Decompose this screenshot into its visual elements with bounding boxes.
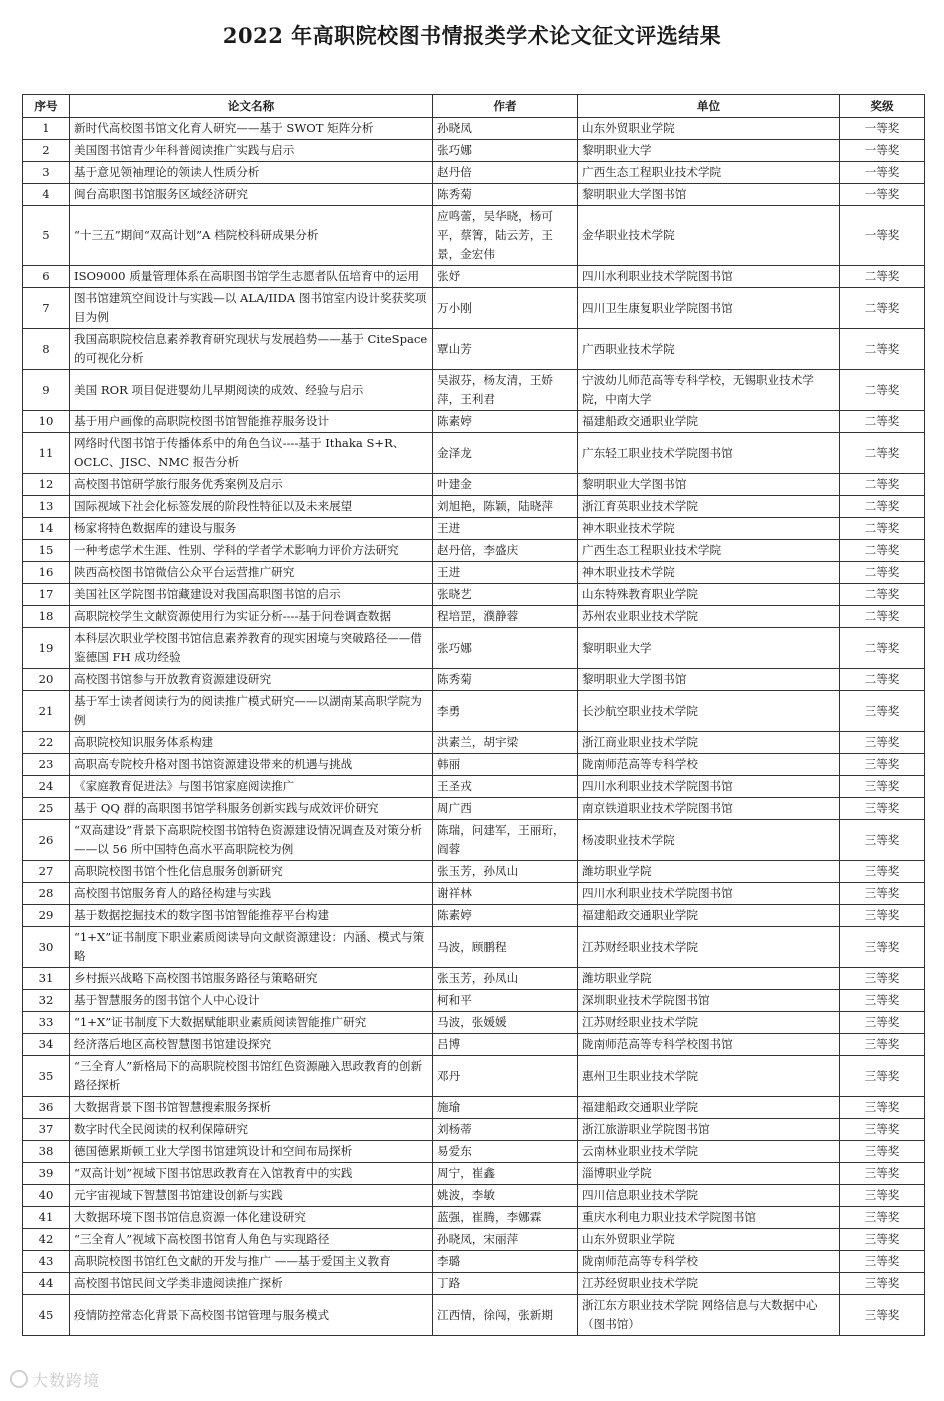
author: 张巧娜 xyxy=(433,628,578,669)
watermark-text: 大数跨境 xyxy=(32,1371,101,1390)
row-number: 27 xyxy=(23,861,70,883)
paper-title: 《家庭教育促进法》与图书馆家庭阅读推广 xyxy=(70,776,433,798)
author: 赵丹倍，李盛庆 xyxy=(433,540,578,562)
header-award: 奖级 xyxy=(840,95,925,118)
unit: 浙江商业职业技术学院 xyxy=(578,732,840,754)
author: 吴淑芬，杨友清，王娇萍，王利君 xyxy=(433,370,578,411)
paper-title: 网络时代图书馆于传播体系中的角色刍议----基于 Ithaka S+R、OCLC、JISC、NMC 报告分析 xyxy=(70,433,433,474)
paper-title: 基于 QQ 群的高职图书馆学科服务创新实践与成效评价研究 xyxy=(70,798,433,820)
author: 王圣戎 xyxy=(433,776,578,798)
table-row xyxy=(23,1207,925,1229)
award-level: 三等奖 xyxy=(840,754,925,776)
award-level: 二等奖 xyxy=(840,562,925,584)
award-level: 三等奖 xyxy=(840,1034,925,1056)
table-row xyxy=(23,288,925,329)
award-level: 二等奖 xyxy=(840,370,925,411)
table-row xyxy=(23,1119,925,1141)
table-row xyxy=(23,1295,925,1336)
row-number: 35 xyxy=(23,1056,70,1097)
award-level: 三等奖 xyxy=(840,1056,925,1097)
paper-title: 杨家将特色数据库的建设与服务 xyxy=(70,518,433,540)
award-level: 一等奖 xyxy=(840,184,925,206)
row-number: 39 xyxy=(23,1163,70,1185)
row-number: 3 xyxy=(23,162,70,184)
unit: 杨凌职业技术学院 xyxy=(578,820,840,861)
table-row xyxy=(23,754,925,776)
award-level: 一等奖 xyxy=(840,140,925,162)
author: 应鸣蕾，吴华晓，杨可平，蔡箐，陆云芳，王景，金宏伟 xyxy=(433,206,578,266)
row-number: 15 xyxy=(23,540,70,562)
unit: 四川水利职业技术学院图书馆 xyxy=(578,776,840,798)
table-row xyxy=(23,732,925,754)
header-paper-title: 论文名称 xyxy=(70,95,433,118)
table-row xyxy=(23,496,925,518)
unit: 黎明职业大学图书馆 xyxy=(578,669,840,691)
unit: 潍坊职业学院 xyxy=(578,968,840,990)
paper-title: 高校图书馆民间文学类非遗阅读推广探析 xyxy=(70,1273,433,1295)
paper-title: 高校图书馆服务育人的路径构建与实践 xyxy=(70,883,433,905)
row-number: 11 xyxy=(23,433,70,474)
unit: 重庆水利电力职业技术学院图书馆 xyxy=(578,1207,840,1229)
author: 赵丹倍 xyxy=(433,162,578,184)
award-level: 三等奖 xyxy=(840,883,925,905)
table-row xyxy=(23,628,925,669)
author: 丁路 xyxy=(433,1273,578,1295)
row-number: 25 xyxy=(23,798,70,820)
unit: 四川卫生康复职业学院图书馆 xyxy=(578,288,840,329)
award-level: 三等奖 xyxy=(840,1207,925,1229)
author: 李璐 xyxy=(433,1251,578,1273)
row-number: 22 xyxy=(23,732,70,754)
author: 陈素婷 xyxy=(433,905,578,927)
paper-title: 大数据环境下图书馆信息资源一体化建设研究 xyxy=(70,1207,433,1229)
table-row xyxy=(23,990,925,1012)
row-number: 18 xyxy=(23,606,70,628)
row-number: 44 xyxy=(23,1273,70,1295)
paper-title: 闽台高职图书馆服务区域经济研究 xyxy=(70,184,433,206)
unit: 神木职业技术学院 xyxy=(578,518,840,540)
author: 姚波，李敏 xyxy=(433,1185,578,1207)
table-row xyxy=(23,606,925,628)
unit: 福建船政交通职业学院 xyxy=(578,905,840,927)
author: 蓝强，崔腾，李娜霖 xyxy=(433,1207,578,1229)
author: 洪素兰，胡宇梁 xyxy=(433,732,578,754)
unit: 黎明职业大学 xyxy=(578,628,840,669)
table-row xyxy=(23,861,925,883)
table-row xyxy=(23,370,925,411)
award-level: 三等奖 xyxy=(840,1295,925,1336)
author: 李勇 xyxy=(433,691,578,732)
row-number: 7 xyxy=(23,288,70,329)
paper-title: “三全育人”视域下高校图书馆育人角色与实现路径 xyxy=(70,1229,433,1251)
row-number: 12 xyxy=(23,474,70,496)
paper-title: 高校图书馆研学旅行服务优秀案例及启示 xyxy=(70,474,433,496)
award-level: 二等奖 xyxy=(840,606,925,628)
unit: 深圳职业技术学院图书馆 xyxy=(578,990,840,1012)
award-level: 二等奖 xyxy=(840,329,925,370)
author: 陈秀菊 xyxy=(433,184,578,206)
unit: 淄博职业学院 xyxy=(578,1163,840,1185)
table-row xyxy=(23,474,925,496)
paper-title: “十三五”期间“双高计划”A 档院校科研成果分析 xyxy=(70,206,433,266)
table-row xyxy=(23,433,925,474)
author: 刘杨蒂 xyxy=(433,1119,578,1141)
paper-title: 基于数据挖掘技术的数字图书馆智能推荐平台构建 xyxy=(70,905,433,927)
author: 陈素婷 xyxy=(433,411,578,433)
row-number: 33 xyxy=(23,1012,70,1034)
paper-title: 元宇宙视域下智慧图书馆建设创新与实践 xyxy=(70,1185,433,1207)
row-number: 5 xyxy=(23,206,70,266)
unit: 浙江旅游职业学院图书馆 xyxy=(578,1119,840,1141)
unit: 福建船政交通职业学院 xyxy=(578,1097,840,1119)
unit: 江苏财经职业技术学院 xyxy=(578,927,840,968)
paper-title: 乡村振兴战略下高校图书馆服务路径与策略研究 xyxy=(70,968,433,990)
unit: 四川水利职业技术学院图书馆 xyxy=(578,883,840,905)
table-row xyxy=(23,206,925,266)
unit: 山东特殊教育职业学院 xyxy=(578,584,840,606)
table-row xyxy=(23,1012,925,1034)
paper-title: 疫情防控常态化背景下高校图书馆管理与服务模式 xyxy=(70,1295,433,1336)
unit: 山东外贸职业学院 xyxy=(578,118,840,140)
unit: 山东外贸职业学院 xyxy=(578,1229,840,1251)
document-title: 2022 年高职院校图书情报类学术论文征文评选结果 xyxy=(222,23,722,48)
author: 王进 xyxy=(433,562,578,584)
author: 刘旭艳，陈颖，陆晓萍 xyxy=(433,496,578,518)
row-number: 14 xyxy=(23,518,70,540)
unit: 广西职业技术学院 xyxy=(578,329,840,370)
author: 张妤 xyxy=(433,266,578,288)
paper-title: 美国图书馆青少年科普阅读推广实践与启示 xyxy=(70,140,433,162)
table-row xyxy=(23,820,925,861)
table-row xyxy=(23,118,925,140)
paper-title: 我国高职院校信息素养教育研究现状与发展趋势——基于 CiteSpace 的可视化分析 xyxy=(70,329,433,370)
table-row xyxy=(23,329,925,370)
paper-title: 高职高专院校升格对图书馆资源建设带来的机遇与挑战 xyxy=(70,754,433,776)
author: 韩丽 xyxy=(433,754,578,776)
unit: 黎明职业大学图书馆 xyxy=(578,184,840,206)
award-level: 一等奖 xyxy=(840,162,925,184)
header-unit: 单位 xyxy=(578,95,840,118)
award-level: 二等奖 xyxy=(840,266,925,288)
unit: 浙江育英职业技术学院 xyxy=(578,496,840,518)
author: 马波，张媛媛 xyxy=(433,1012,578,1034)
results-table xyxy=(22,94,925,1336)
row-number: 24 xyxy=(23,776,70,798)
author: 叶建金 xyxy=(433,474,578,496)
table-row xyxy=(23,184,925,206)
unit: 潍坊职业学院 xyxy=(578,861,840,883)
award-level: 三等奖 xyxy=(840,1012,925,1034)
paper-title: 美国社区学院图书馆藏建设对我国高职图书馆的启示 xyxy=(70,584,433,606)
row-number: 8 xyxy=(23,329,70,370)
paper-title: 大数据背景下图书馆智慧搜索服务探析 xyxy=(70,1097,433,1119)
author: 陈秀菊 xyxy=(433,669,578,691)
row-number: 32 xyxy=(23,990,70,1012)
author: 张巧娜 xyxy=(433,140,578,162)
author: 张玉芳，孙凤山 xyxy=(433,861,578,883)
row-number: 1 xyxy=(23,118,70,140)
row-number: 28 xyxy=(23,883,70,905)
author: 易爱东 xyxy=(433,1141,578,1163)
table-row xyxy=(23,883,925,905)
watermark-logo-icon xyxy=(10,1370,28,1388)
row-number: 21 xyxy=(23,691,70,732)
unit: 宁波幼儿师范高等专科学校，无锡职业技术学院，中南大学 xyxy=(578,370,840,411)
row-number: 2 xyxy=(23,140,70,162)
award-level: 三等奖 xyxy=(840,990,925,1012)
award-level: 三等奖 xyxy=(840,861,925,883)
award-level: 三等奖 xyxy=(840,1097,925,1119)
unit: 黎明职业大学 xyxy=(578,140,840,162)
table-row xyxy=(23,1185,925,1207)
table-row xyxy=(23,1251,925,1273)
paper-title: 高职院校图书馆个性化信息服务创新研究 xyxy=(70,861,433,883)
author: 陈瑞，问建军，王丽珩，阎蓉 xyxy=(433,820,578,861)
award-level: 二等奖 xyxy=(840,433,925,474)
award-level: 一等奖 xyxy=(840,118,925,140)
award-level: 二等奖 xyxy=(840,584,925,606)
table-row xyxy=(23,1034,925,1056)
table-row xyxy=(23,518,925,540)
unit: 陇南师范高等专科学校 xyxy=(578,754,840,776)
author: 张晓艺 xyxy=(433,584,578,606)
unit: 南京铁道职业技术学院图书馆 xyxy=(578,798,840,820)
unit: 浙江东方职业技术学院 网络信息与大数据中心（图书馆） xyxy=(578,1295,840,1336)
author: 谢祥林 xyxy=(433,883,578,905)
author: 程培罡，濮静蓉 xyxy=(433,606,578,628)
row-number: 23 xyxy=(23,754,70,776)
award-level: 三等奖 xyxy=(840,1163,925,1185)
row-number: 17 xyxy=(23,584,70,606)
paper-title: 一种考虑学术生涯、性别、学科的学者学术影响力评价方法研究 xyxy=(70,540,433,562)
table-row xyxy=(23,540,925,562)
row-number: 20 xyxy=(23,669,70,691)
paper-title: 高校图书馆参与开放教育资源建设研究 xyxy=(70,669,433,691)
unit: 广东轻工职业技术学院图书馆 xyxy=(578,433,840,474)
unit: 惠州卫生职业技术学院 xyxy=(578,1056,840,1097)
unit: 江苏财经职业技术学院 xyxy=(578,1012,840,1034)
award-level: 三等奖 xyxy=(840,968,925,990)
award-level: 二等奖 xyxy=(840,496,925,518)
paper-title: 基于意见领袖理论的领读人性质分析 xyxy=(70,162,433,184)
table-row xyxy=(23,1229,925,1251)
row-number: 9 xyxy=(23,370,70,411)
row-number: 45 xyxy=(23,1295,70,1336)
award-level: 二等奖 xyxy=(840,518,925,540)
author: 覃山芳 xyxy=(433,329,578,370)
table-row xyxy=(23,1163,925,1185)
row-number: 34 xyxy=(23,1034,70,1056)
author: 邓丹 xyxy=(433,1056,578,1097)
paper-title: “1+X”证书制度下职业素质阅读导向文献资源建设：内涵、模式与策略 xyxy=(70,927,433,968)
row-number: 42 xyxy=(23,1229,70,1251)
award-level: 三等奖 xyxy=(840,927,925,968)
author: 王进 xyxy=(433,518,578,540)
unit: 广西生态工程职业技术学院 xyxy=(578,540,840,562)
unit: 四川水利职业技术学院图书馆 xyxy=(578,266,840,288)
paper-title: “双高计划”视域下图书馆思政教育在入馆教育中的实践 xyxy=(70,1163,433,1185)
unit: 云南林业职业技术学院 xyxy=(578,1141,840,1163)
author: 吕博 xyxy=(433,1034,578,1056)
table-row xyxy=(23,584,925,606)
award-level: 三等奖 xyxy=(840,820,925,861)
paper-title: 数字时代全民阅读的权利保障研究 xyxy=(70,1119,433,1141)
award-level: 二等奖 xyxy=(840,288,925,329)
author: 金泽龙 xyxy=(433,433,578,474)
unit: 广西生态工程职业技术学院 xyxy=(578,162,840,184)
author: 江西情，徐闯，张新期 xyxy=(433,1295,578,1336)
watermark xyxy=(10,1368,100,1391)
unit: 江苏经贸职业技术学院 xyxy=(578,1273,840,1295)
unit: 四川信息职业技术学院 xyxy=(578,1185,840,1207)
paper-title: ISO9000 质量管理体系在高职图书馆学生志愿者队伍培育中的运用 xyxy=(70,266,433,288)
award-level: 三等奖 xyxy=(840,1185,925,1207)
table-header-row xyxy=(23,95,925,118)
paper-title: 高职院校图书馆红色文献的开发与推广 ——基于爱国主义教育 xyxy=(70,1251,433,1273)
header-author: 作者 xyxy=(433,95,578,118)
row-number: 40 xyxy=(23,1185,70,1207)
paper-title: “双高建设”背景下高职院校图书馆特色资源建设情况调查及对策分析——以 56 所中国特色高水平高职院校为例 xyxy=(70,820,433,861)
table-row xyxy=(23,968,925,990)
award-level: 三等奖 xyxy=(840,1119,925,1141)
paper-title: “三全育人”新格局下的高职院校图书馆红色资源融入思政教育的创新路径探析 xyxy=(70,1056,433,1097)
paper-title: 美国 ROR 项目促进婴幼儿早期阅读的成效、经验与启示 xyxy=(70,370,433,411)
table-row xyxy=(23,266,925,288)
unit: 黎明职业大学图书馆 xyxy=(578,474,840,496)
award-level: 二等奖 xyxy=(840,474,925,496)
row-number: 6 xyxy=(23,266,70,288)
row-number: 26 xyxy=(23,820,70,861)
award-level: 三等奖 xyxy=(840,798,925,820)
row-number: 10 xyxy=(23,411,70,433)
header-no: 序号 xyxy=(23,95,70,118)
award-level: 二等奖 xyxy=(840,669,925,691)
paper-title: 高职院校知识服务体系构建 xyxy=(70,732,433,754)
award-level: 二等奖 xyxy=(840,628,925,669)
paper-title: 高职院校学生文献资源使用行为实证分析----基于问卷调查数据 xyxy=(70,606,433,628)
author: 孙晓凤 xyxy=(433,118,578,140)
unit: 金华职业技术学院 xyxy=(578,206,840,266)
row-number: 30 xyxy=(23,927,70,968)
award-level: 三等奖 xyxy=(840,905,925,927)
author: 马波，顾鹏程 xyxy=(433,927,578,968)
author: 柯和平 xyxy=(433,990,578,1012)
table-row xyxy=(23,162,925,184)
award-level: 二等奖 xyxy=(840,540,925,562)
unit: 苏州农业职业技术学院 xyxy=(578,606,840,628)
author: 张玉芳，孙凤山 xyxy=(433,968,578,990)
row-number: 36 xyxy=(23,1097,70,1119)
paper-title: 基于智慧服务的图书馆个人中心设计 xyxy=(70,990,433,1012)
paper-title: 基于用户画像的高职院校图书馆智能推荐服务设计 xyxy=(70,411,433,433)
row-number: 31 xyxy=(23,968,70,990)
author: 周宁，崔鑫 xyxy=(433,1163,578,1185)
table-row xyxy=(23,1097,925,1119)
row-number: 29 xyxy=(23,905,70,927)
paper-title: “1+X”证书制度下大数据赋能职业素质阅读智能推广研究 xyxy=(70,1012,433,1034)
unit: 陇南师范高等专科学校 xyxy=(578,1251,840,1273)
paper-title: 陕西高校图书馆微信公众平台运营推广研究 xyxy=(70,562,433,584)
award-level: 二等奖 xyxy=(840,411,925,433)
table-row xyxy=(23,691,925,732)
table-row xyxy=(23,669,925,691)
table-row xyxy=(23,562,925,584)
row-number: 13 xyxy=(23,496,70,518)
award-level: 三等奖 xyxy=(840,691,925,732)
row-number: 19 xyxy=(23,628,70,669)
award-level: 三等奖 xyxy=(840,1273,925,1295)
paper-title: 图书馆建筑空间设计与实践—以 ALA/IIDA 图书馆室内设计奖获奖项目为例 xyxy=(70,288,433,329)
award-level: 三等奖 xyxy=(840,732,925,754)
table-row xyxy=(23,411,925,433)
row-number: 43 xyxy=(23,1251,70,1273)
unit: 陇南师范高等专科学校图书馆 xyxy=(578,1034,840,1056)
author: 周广西 xyxy=(433,798,578,820)
award-level: 三等奖 xyxy=(840,776,925,798)
table-row xyxy=(23,927,925,968)
table-row xyxy=(23,1141,925,1163)
unit: 福建船政交通职业学院 xyxy=(578,411,840,433)
table-body xyxy=(23,118,925,1336)
paper-title: 本科层次职业学校图书馆信息素养教育的现实困境与突破路径——借鉴德国 FH 成功经验 xyxy=(70,628,433,669)
paper-title: 国际视域下社会化标签发展的阶段性特征以及未来展望 xyxy=(70,496,433,518)
paper-title: 基于军士读者阅读行为的阅读推广模式研究——以湖南某高职学院为例 xyxy=(70,691,433,732)
award-level: 三等奖 xyxy=(840,1141,925,1163)
paper-title: 新时代高校图书馆文化育人研究——基于 SWOT 矩阵分析 xyxy=(70,118,433,140)
award-level: 三等奖 xyxy=(840,1229,925,1251)
author: 施瑜 xyxy=(433,1097,578,1119)
table-row xyxy=(23,1056,925,1097)
award-level: 一等奖 xyxy=(840,206,925,266)
author: 孙晓凤，宋丽萍 xyxy=(433,1229,578,1251)
table-row xyxy=(23,905,925,927)
row-number: 41 xyxy=(23,1207,70,1229)
author: 万小刚 xyxy=(433,288,578,329)
paper-title: 经济落后地区高校智慧图书馆建设探究 xyxy=(70,1034,433,1056)
paper-title: 德国德累斯顿工业大学图书馆建筑设计和空间布局探析 xyxy=(70,1141,433,1163)
unit: 神木职业技术学院 xyxy=(578,562,840,584)
table-row xyxy=(23,776,925,798)
table-row xyxy=(23,798,925,820)
unit: 长沙航空职业技术学院 xyxy=(578,691,840,732)
table-row xyxy=(23,140,925,162)
row-number: 4 xyxy=(23,184,70,206)
row-number: 37 xyxy=(23,1119,70,1141)
award-level: 三等奖 xyxy=(840,1251,925,1273)
table-row xyxy=(23,1273,925,1295)
row-number: 38 xyxy=(23,1141,70,1163)
row-number: 16 xyxy=(23,562,70,584)
